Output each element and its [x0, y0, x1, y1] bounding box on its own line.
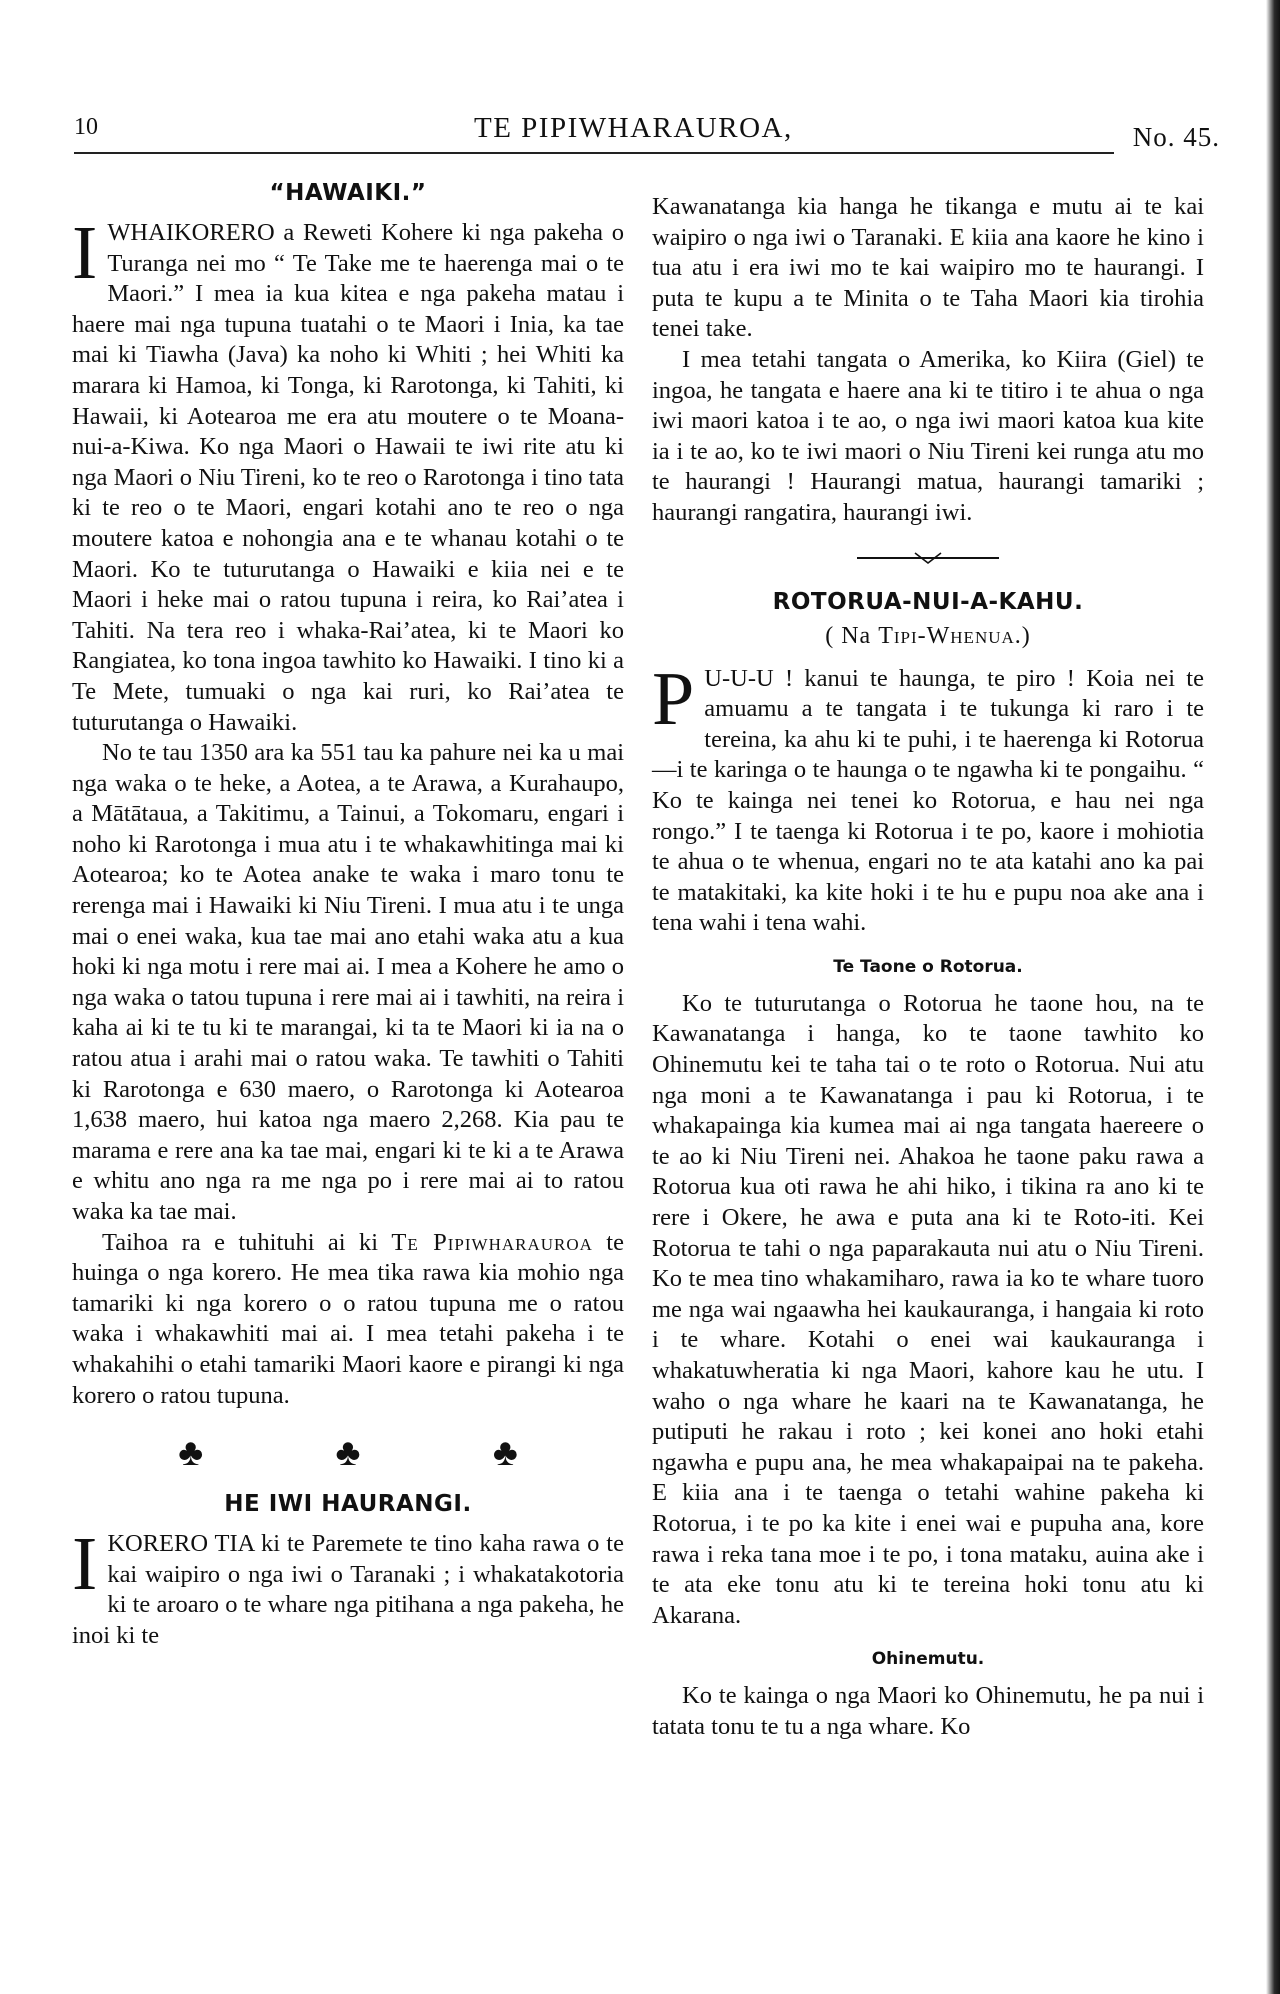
issue-number: No. 45. [1132, 122, 1220, 152]
shamrock-ornament-icon: ♣ [335, 1432, 361, 1475]
byline-prefix: ( Na [825, 622, 879, 649]
hawaiki-heading: “HAWAIKI.” [269, 180, 427, 206]
dropcap-letter: I [72, 211, 98, 295]
rotorua-paragraph-1 [652, 656, 1204, 939]
shamrock-ornament-icon: ♣ [178, 1432, 204, 1475]
right-column [652, 192, 1204, 1743]
subheading-taone: Te Taone o Rotorua. [833, 956, 1023, 977]
shamrock-ornament-icon: ♣ [492, 1432, 518, 1475]
iwi-haurangi-continued-2: I mea tetahi tangata o Amerika, ko Kiira (Giel) te ingoa, he tangata e haere ana ki te titiro i te ahua o nga iwi maori katoa i te ao, o nga iwi maori katoa kua kite ia i te ao, ko te iwi maori o Niu Tireni kei runga atu mo te haurangi ! Haurangi matua, haurangi tamariki ; haurangi rangatira, haurangi iwi. [652, 345, 1204, 526]
section-divider [853, 551, 1003, 565]
page-edge-shadow [1266, 0, 1280, 1994]
rotorua-heading: ROTORUA-NUI-A-KAHU. [772, 588, 1084, 615]
subheading-ohinemutu: Ohinemutu. [871, 1649, 985, 1670]
hawaiki-paragraph-1-text: WHAIKORERO a Reweti Kohere ki nga pakeha o Turanga nei mo “ Te Take me te haerenga mai o te Maori.” I mea ia kua kitea e nga pakeha matau i haere mai nga tupuna tuatahi o te Maori i Inia, ka tae mai ki Tiawha (Java) ka noho ki Whiti ; hei Whiti ka marara ki Hamoa, ki Tonga, ki Rarotonga, ki Tahiti, ki Hawaii, ki Aotearoa me era atu moutere o te Moana-nui-a-Kiwa. Ko nga Maori o Hawaii te iwi rite atu ki nga Maori o Niu Tireni, ko te reo o Rarotonga i tino tata ki te reo o te Maori, engari kotahi ano te reo o nga moutere katoa e nohongia ana e te whanau kotahi o te Maori. Ko te tuturutanga o Hawaiki e kiia nei e te Maori i heke mai o ratou tupuna i reira, ko Rai’atea i Tahiti. Na tera reo i whaka-Rai’atea, ki te Maori ko Rangiatea, ko tona ingoa tawhito ko Hawaiki. I tino ki a Te Mete, tumuaki o nga kai ruri, ko Rai’atea te tuturutanga o Hawaiki. [72, 219, 624, 736]
page-header [74, 100, 1220, 160]
ornament-row [112, 1433, 584, 1473]
hawaiki-paragraph-1 [72, 211, 624, 738]
byline-author: Tipi-Whenua [878, 622, 1015, 649]
hawaiki-paragraph-2: No te tau 1350 ara ka 551 tau ka pahure nei ka u mai nga waka o te heke, a Aotea, a te Arawa, a Kurahaupo, a Mātātaua, a Takitimu, a Tainui, a Tokomaru, engari i noho ki Rarotonga i mua atu i te whakawhitinga mai ki Aotearoa; ko te Aotea anake te waka i maro tonu te rerenga mai i Hawaiki ki Niu Tireni. I mua atu i te unga mai o enei waka, kua tae mai ano etahi waka atu a kua hoki ki nga motu i rere mai ai. I mea a Kohere he amo o nga waka o tatou tupuna i rere mai ai i tawhiti, na reira i kaha ai ki te tu ki te marangai, ki ta te Maori ki ia na o ratou atua i arahi mai o ratou waka. Te tawhiti o Tahiti ki Rarotonga e 630 maero, o Rarotonga ki Aotearoa 1,638 maero, hui katoa nga maero 2,268. Kia pau te marama e rere ana ka tae mai, engari ki te ki a te Arawa e whitu ano nga ra me nga po i rere mai ai to ratou waka ka tae mai. [72, 739, 624, 1225]
running-title: TE PIPIWHARAUROA, [474, 112, 793, 144]
dropcap-letter: P [652, 656, 695, 741]
rotorua-paragraph-1-text: U-U-U ! kanui te haunga, te piro ! Koia nei te amuamu a te tangata i te tukunga ki raro i te tereina, ka ahu ki te puhi, i te haerenga ki Rotorua—i te karinga o te haunga o te ngawha ki te pongaihu. “ Ko te kainga nei tenei ko Rotorua, e hau nei nga rongo.” I te taenga ki Rotorua i te po, kaore i mohiotia te ahua o te whenua, engari no te ata katahi ano ka pai te matakitaki, ka kite hoki i te hu e pupu noa ake ana i tena wahi i tena wahi. [652, 664, 1204, 937]
left-column [72, 180, 624, 1652]
byline-suffix: .) [1014, 622, 1031, 649]
page-number: 10 [74, 114, 98, 140]
rotorua-paragraph-3: Ko te kainga o nga Maori ko Ohinemutu, he pa nui i tatata tonu te tu a nga whare. Ko [652, 1682, 1204, 1740]
dropcap-letter: I [72, 1522, 98, 1607]
iwi-haurangi-paragraph-1-text: KORERO TIA ki te Paremete te tino kaha rawa o te kai waipiro o nga iwi o Taranaki ; i whakatakotoria ki te aroaro o te whare nga pitihana a nga pakeha, he inoi ki te [72, 1530, 624, 1649]
hawaiki-paragraph-3 [72, 1228, 624, 1412]
header-rule [74, 152, 1114, 154]
iwi-haurangi-continued-1: Kawanatanga kia hanga he tikanga e mutu ai te kai waipiro o nga iwi o Taranaki. E kiia ana kaore he kino i tua atu i era iwi mo te kai waipiro mo te haurangi. I puta te kupu a te Minita o te Taha Maori kia tirohia tenei take. [652, 193, 1204, 343]
newspaper-name: Te Pipiwharauroa [391, 1228, 593, 1256]
rotorua-byline [652, 623, 1204, 650]
iwi-haurangi-heading: HE IWI HAURANGI. [224, 1491, 472, 1518]
iwi-haurangi-paragraph-1 [72, 1522, 624, 1651]
hawaiki-p3-text-b: te huinga o nga korero. He mea tika rawa kia mohio nga tamariki ki nga korero o o ratou tupuna me o ratou waka i whakawhiti mai ai. I mea tetahi pakeha i te whakahihi o etahi tamariki Maori kaore e pirangi ki nga korero o ratou tupuna. [72, 1228, 624, 1409]
hawaiki-p3-text-a: Taihoa ra e tuhituhi ai ki [102, 1228, 392, 1256]
rotorua-paragraph-2: Ko te tuturutanga o Rotorua he taone hou, na te Kawanatanga i hanga, ko te taone tawhito ko Ohinemutu kei te taha tai o te roto o Rotorua. Nui atu nga moni a te Kawanatanga i pau ki Rotorua, i te whakapainga kia kumea mai ai nga tangata haereere o te ao ki Niu Tireni nei. Ahakoa he taone paku rawa a Rotorua kua oti rawa he ahi hiko, i tikina ra ano ki te rere i Okere, he awa e puta ana ki te Roto-iti. Kei Rotorua te tahi o nga paparakauta nui atu o Niu Tireni. Ko te mea tino whakamiharo, rawa ia ko te whare tuoro me nga wai ngaawha hei kaukauranga, i hangaia ki roto i te whare. Kotahi o enei wai kaukauranga i whakatuwheratia ki nga Maori, kahore kau he utu. I waho o nga whare he kaari na te Kawanatanga, he putiputi he rakau i roto ; kei konei ano hoki etahi ngawha e pupu ana, he mea whakapaipai na te pakeha. E kiia ana i te taenga o tetahi wahine pakeha ki Rotorua, i te po ka kite i enei wai e pupuha ana, kore rawa i reka tana moe i te po, i tona mataku, auina ake i te ata eke tonu atu ki te tereina hoki tonu atu ki Akarana. [652, 989, 1204, 1629]
